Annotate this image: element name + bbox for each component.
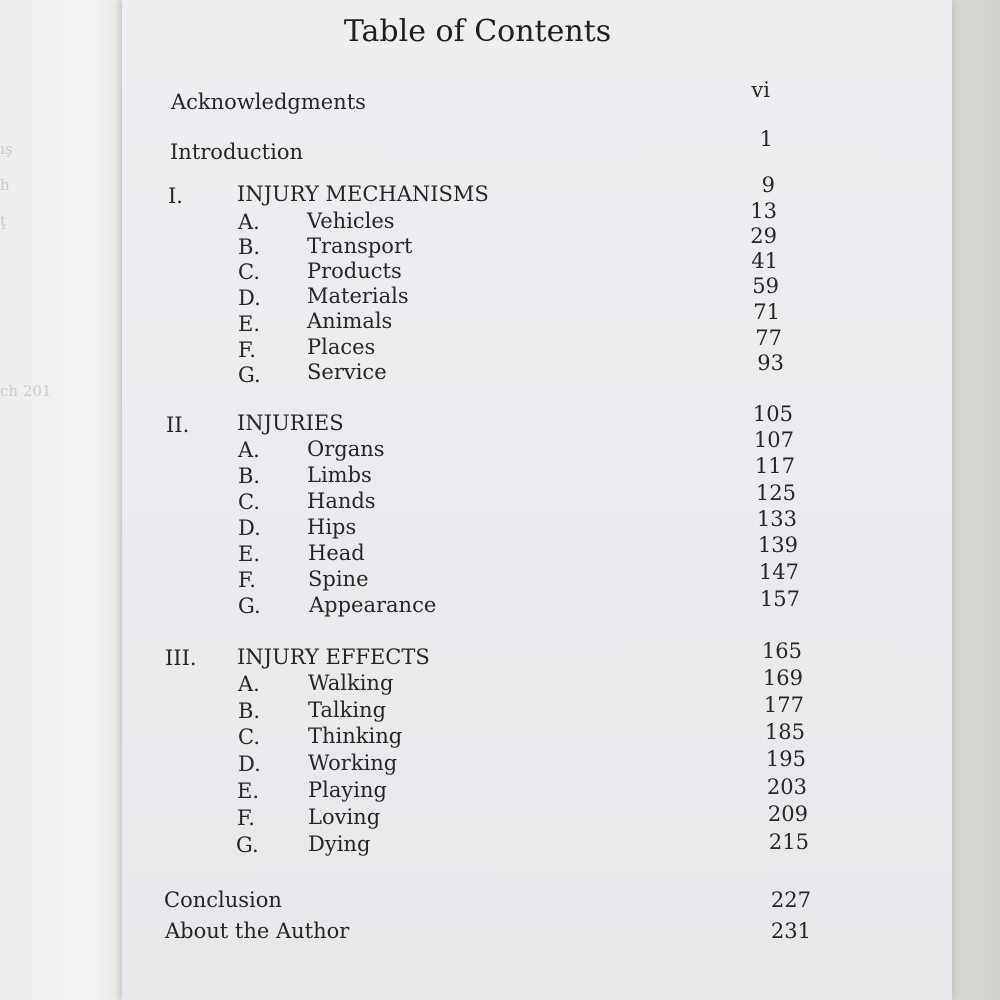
item-page: 185 [764,720,805,744]
section-page: 105 [752,402,793,426]
item-page: 41 [751,249,778,273]
item-page: 13 [750,199,777,223]
item-label: Vehicles [307,209,395,233]
item-page: 125 [755,481,796,505]
item-label: Hips [307,515,357,539]
item-page: 195 [765,747,806,771]
toc-back-page: 227 [770,888,811,912]
section-numeral: I. [168,184,183,208]
item-label: Organs [307,437,385,461]
item-letter: D. [238,516,261,540]
item-page: 93 [757,351,784,375]
item-page: 139 [757,533,798,557]
item-letter: B. [238,235,261,259]
item-label: Dying [308,832,371,856]
toc-front-page: vi [751,78,770,102]
item-label: Appearance [309,593,437,617]
item-letter: E. [238,542,261,566]
item-letter: C. [238,260,260,284]
show-through-text: ch 201 [0,382,52,400]
item-label: Hands [307,489,376,513]
section-numeral: III. [165,646,197,670]
facing-page [0,0,130,1000]
item-letter: F. [237,806,255,830]
item-page: 117 [754,454,795,478]
item-letter: F. [238,568,256,592]
item-letter: E. [237,779,260,803]
item-label: Service [307,360,387,384]
item-letter: B. [238,699,261,723]
section-page: 165 [761,639,802,663]
item-page: 157 [759,587,800,611]
item-label: Transport [307,234,413,258]
item-page: 29 [750,224,777,248]
item-label: Head [308,541,365,565]
item-page: 107 [753,428,794,452]
toc-front-label: Introduction [170,140,303,164]
item-label: Materials [307,284,409,308]
item-letter: F. [238,338,256,362]
item-page: 133 [756,507,797,531]
item-letter: A. [238,438,260,462]
table-surface [945,0,1000,1000]
section-title: INJURY EFFECTS [237,645,430,669]
section-page: 9 [761,173,775,197]
item-label: Limbs [307,463,372,487]
toc-back-label: Conclusion [164,888,282,912]
show-through-text: ış [0,140,13,158]
item-label: Spine [308,567,369,591]
item-page: 77 [755,326,782,350]
item-label: Talking [308,698,387,722]
item-label: Animals [307,309,393,333]
page-title: Table of Contents [343,14,612,49]
item-letter: B. [238,464,261,488]
item-label: Playing [308,778,387,802]
item-letter: C. [238,725,260,749]
toc-back-label: About the Author [165,919,350,943]
toc-back-page: 231 [770,919,811,943]
item-letter: A. [238,672,260,696]
item-page: 203 [766,775,807,799]
item-page: 71 [753,300,780,324]
item-page: 177 [763,693,804,717]
item-letter: C. [238,490,260,514]
item-page: 59 [752,274,779,298]
item-label: Products [307,259,402,283]
item-letter: D. [238,286,261,310]
section-title: INJURIES [237,411,344,435]
item-letter: G. [238,594,261,618]
item-label: Working [308,751,398,775]
item-letter: D. [238,752,261,776]
item-letter: E. [238,312,261,336]
item-page: 147 [758,560,799,584]
item-page: 169 [762,666,803,690]
section-title: INJURY MECHANISMS [237,182,489,206]
item-letter: G. [236,833,259,857]
item-label: Loving [308,805,381,829]
item-label: Walking [308,671,394,695]
item-label: Thinking [308,724,403,748]
item-letter: G. [238,363,261,387]
item-label: Places [307,335,376,359]
item-page: 209 [767,802,808,826]
item-page: 215 [768,830,809,854]
item-letter: A. [238,210,260,234]
show-through-text: ţ [0,212,7,230]
show-through-text: h [0,176,10,194]
toc-front-page: 1 [759,127,773,151]
toc-front-label: Acknowledgments [171,90,366,114]
section-numeral: II. [166,413,190,437]
